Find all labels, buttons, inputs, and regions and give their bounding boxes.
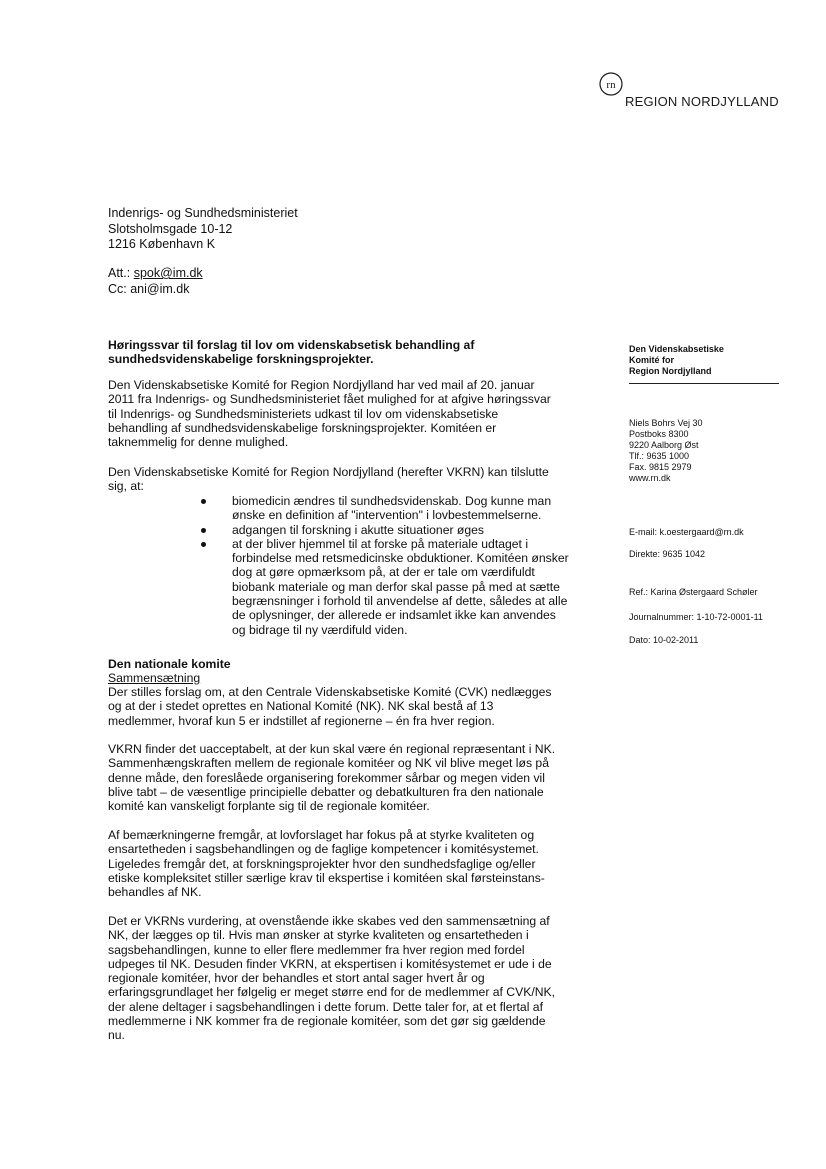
section-heading: Den nationale komite [108, 657, 231, 671]
region-logo-icon [599, 72, 623, 96]
text-line: blive tabt – de væsentlige principielle debatter og debatkulturen fra den nationale [108, 784, 544, 799]
sidebar-reference: Ref.: Karina Østergaard Schøler [629, 587, 758, 597]
text-line: at der bliver hjemmel til at forske på materiale udtaget i [232, 536, 529, 551]
text-line: de oplysninger, der allerede er indsamlet ikke kan anvendes [232, 608, 556, 623]
sidebar-title-line: Komité for [629, 355, 674, 365]
text-line: 2011 fra Indenrigs- og Sundhedsministeriet fået mulighed for at afgive høringssvar [108, 392, 551, 407]
paragraph-support [108, 465, 578, 494]
text-line: regionale komitéer, hvor der behandles et stort antal sager hvert år og [108, 971, 485, 986]
text-line: Ligeledes fremgår det, at forskningsprojekter hvor den sundhedsfaglige og/eller [108, 856, 536, 871]
address-line: 1216 København K [108, 237, 216, 251]
org-name: REGION NORDJYLLAND [625, 94, 779, 109]
bullet-item [185, 494, 580, 523]
text-line: medlemmer, hvoraf kun 5 er indstillet af regionerne – én fra hver region. [108, 713, 495, 728]
text-line: udpeges til NK. Desuden finder VKRN, at ekspertisen i komitésystemet er ude i de [108, 956, 552, 971]
address-line: Slotsholmsgade 10-12 [108, 221, 233, 236]
sidebar-fax: Fax. 9815 2979 [629, 462, 692, 472]
sidebar-address-line: 9220 Aalborg Øst [629, 440, 699, 450]
logo-letter: rn [606, 79, 616, 91]
text-line: Der stilles forslag om, at den Centrale Videnskabsetiske Komité (CVK) nedlægges [108, 685, 552, 699]
text-line: sagsbehandlingen, kunne to eller flere medlemmer fra hver region med fordel [108, 942, 525, 957]
text-line: sig, at: [108, 479, 144, 494]
text-line: adgangen til forskning i akutte situationer øges [232, 522, 485, 537]
sidebar-phone: Tlf.: 9635 1000 [629, 451, 690, 461]
sidebar-address [629, 418, 809, 484]
text-line: Sammenhængskraften mellem de regionale komitéer og NK vil blive meget løs på [108, 756, 549, 771]
text-line: Det er VKRNs vurdering, at ovenstående ikke skabes ved den sammensætning af [108, 914, 550, 928]
text-line: der alene deltager i sagsbehandlingen i dette forum. Dette taler for, at et flertal af [108, 999, 543, 1014]
text-line: ensartetheden i sagsbehandlingen og de faglige kompetencer i komitésystemet. [108, 842, 539, 857]
sidebar-committee-title [629, 344, 809, 377]
paragraph-proposal [108, 685, 578, 728]
text-line: taknemmelig for denne mulighed. [108, 435, 289, 450]
att-label: Att.: [108, 266, 134, 280]
text-line: og at der i stedet oprettes en National Komité (NK). NK skal bestå af 13 [108, 699, 494, 714]
letter-title [108, 338, 578, 367]
text-line: og bidrage til ny værdifuld viden. [232, 622, 408, 637]
section-subheading: Sammensætning [108, 671, 201, 685]
sidebar-title-line: Region Nordjylland [629, 366, 712, 376]
sidebar-address-line: Postboks 8300 [629, 429, 689, 439]
paragraph-intro [108, 378, 578, 449]
text-line: medlemmerne i NK kommer fra de regionale komitéer, som det gør sig gældende [108, 1014, 546, 1029]
sidebar-date: Dato: 10-02-2011 [629, 635, 699, 645]
title-line: sundhedsvidenskabelige forskningsprojekter. [108, 352, 374, 367]
text-line: behandles af NK. [108, 885, 202, 900]
text-line: begrænsninger i forhold til anvendelse af dette, således at alle [232, 594, 568, 609]
sidebar-divider [629, 383, 779, 384]
text-line: denne måde, den foreslåede organisering forekommer sårbar og megen viden vil [108, 770, 545, 785]
sidebar-direct-phone: Direkte: 9635 1042 [629, 549, 706, 559]
attention-block [108, 266, 203, 297]
sidebar-website: www.rn.dk [629, 473, 671, 483]
title-line: Høringssvar til forslag til lov om videnskabsetisk behandling af [108, 338, 475, 352]
paragraph-objection [108, 742, 578, 813]
text-line: VKRN finder det uacceptabelt, at der kun skal være én regional repræsentant i NK. [108, 742, 556, 756]
sidebar-journal-number: Journalnummer: 1-10-72-0001-11 [629, 612, 763, 622]
bullet-item [185, 537, 580, 637]
sidebar-email: E-mail: k.oestergaard@rn.dk [629, 527, 744, 537]
text-line: ønske en definition af "intervention" i lovbestemmelserne. [232, 508, 542, 523]
recipient-address [108, 206, 298, 253]
text-line: komité kan vanskeligt forplante sig til de regionale komitéer. [108, 799, 430, 814]
att-line [108, 266, 203, 282]
support-bullet-list [185, 494, 580, 637]
text-line: NK, der lægges op til. Hvis man ønsker at styrke kvaliteten og ensartetheden i [108, 928, 529, 943]
cc-line: Cc: ani@im.dk [108, 281, 190, 296]
text-line: erfaringsgrundlaget her følgelig er meget større end for de medlemmer af CVK/NK, [108, 985, 556, 1000]
sidebar-title-line: Den Videnskabsetiske [629, 344, 724, 354]
text-line: biobank materiale og man derfor skal passe på med at sætte [232, 579, 560, 594]
text-line: biomedicin ændres til sundhedsvidenskab. Dog kunne man [232, 494, 552, 508]
text-line: til Indenrigs- og Sundhedsministeriets udkast til lov om videnskabsetiske [108, 406, 499, 421]
text-line: dog at gøre opmærksom på, at der er tale om værdifuldt [232, 565, 535, 580]
text-line: Den Videnskabsetiske Komité for Region Nordjylland har ved mail af 20. januar [108, 378, 535, 392]
text-line: nu. [108, 1028, 125, 1043]
paragraph-remarks [108, 828, 578, 899]
text-line: Den Videnskabsetiske Komité for Region Nordjylland (herefter VKRN) kan tilslutte [108, 465, 549, 479]
text-line: etiske kompleksitet stiller særlige krav til ekspertise i komitéen skal førsteinstans- [108, 870, 545, 885]
text-line: behandling af sundhedsvidenskabelige forskningsprojekter. Komitéen er [108, 420, 497, 435]
text-line: Af bemærkningerne fremgår, at lovforslaget har fokus på at styrke kvaliteten og [108, 828, 535, 842]
address-line: Indenrigs- og Sundhedsministeriet [108, 206, 298, 220]
paragraph-assessment [108, 914, 578, 1043]
text-line: forbindelse med retsmedicinske obduktioner. Komitéen ønsker [232, 551, 569, 566]
sidebar-address-line: Niels Bohrs Vej 30 [629, 418, 703, 428]
att-email-link[interactable]: spok@im.dk [133, 266, 203, 280]
bullet-item [185, 523, 580, 537]
